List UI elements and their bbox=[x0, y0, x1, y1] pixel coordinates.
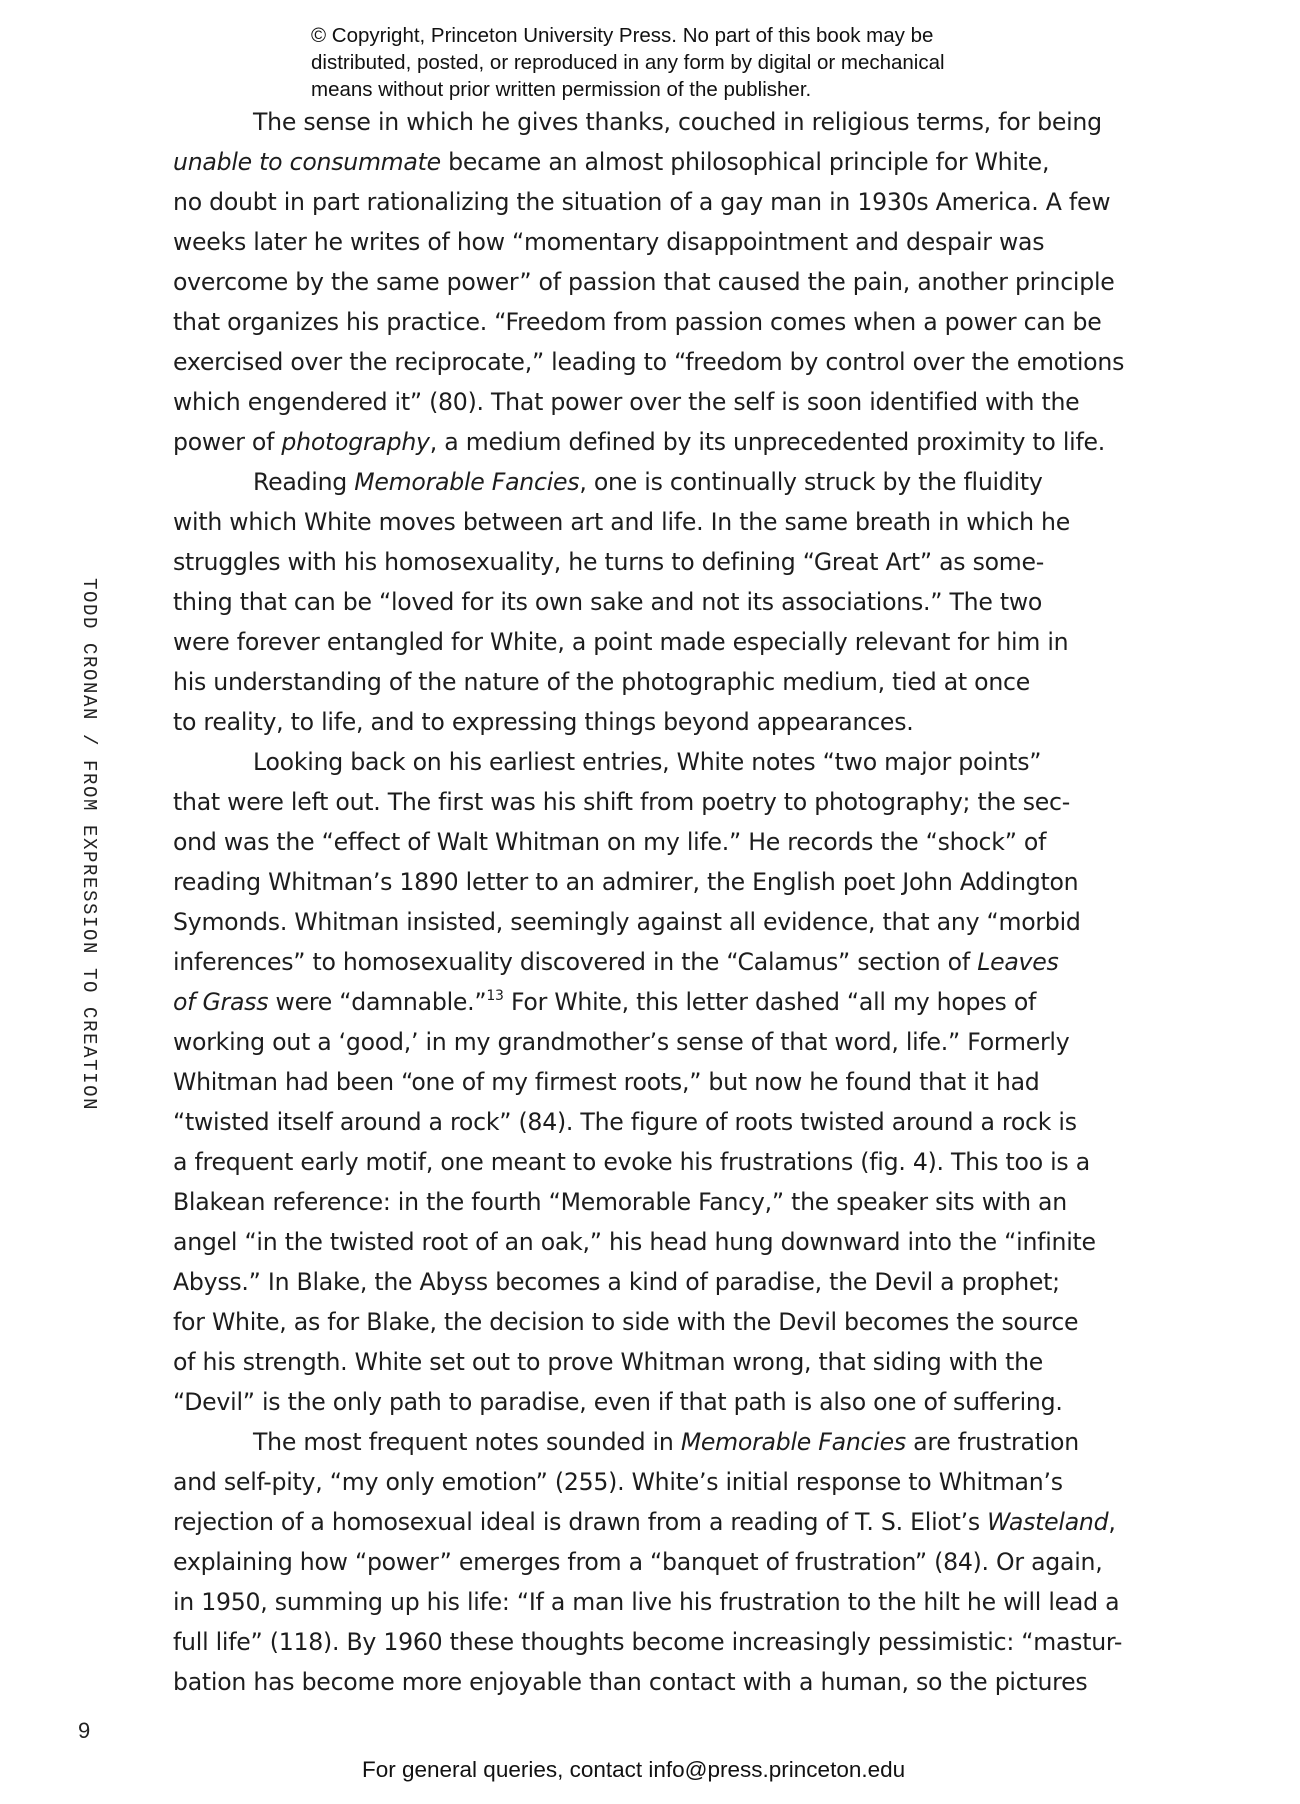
text-line bbox=[173, 1022, 1133, 1062]
text-line bbox=[173, 382, 1133, 422]
text-line bbox=[173, 1462, 1133, 1502]
text-line bbox=[173, 1302, 1133, 1342]
text-segment: angel “in the twisted root of an oak,” his head hung downward into the “infinite bbox=[173, 1228, 1096, 1256]
text-segment: thing that can be “loved for its own sake and not its associations.” The two bbox=[173, 588, 1043, 616]
text-line bbox=[173, 1262, 1133, 1302]
text-segment: a frequent early motif, one meant to evoke his frustrations (fig. 4). This too is a bbox=[173, 1148, 1090, 1176]
text-segment: rejection of a homosexual ideal is drawn from a reading of T. S. Eliot’s bbox=[173, 1508, 988, 1536]
text-segment: , a medium defined by its unprecedented proximity to life. bbox=[429, 428, 1106, 456]
text-segment: weeks later he writes of how “momentary disappointment and despair was bbox=[173, 228, 1045, 256]
copyright-line: means without prior written permission of the publisher. bbox=[311, 78, 812, 101]
text-line bbox=[173, 782, 1133, 822]
text-line bbox=[173, 1102, 1133, 1142]
text-segment: struggles with his homosexuality, he turns to defining “Great Art” as some- bbox=[173, 548, 1045, 576]
text-segment: no doubt in part rationalizing the situation of a gay man in 1930s America. A few bbox=[173, 188, 1111, 216]
text-line bbox=[173, 222, 1133, 262]
text-segment: The sense in which he gives thanks, couched in religious terms, for being bbox=[253, 108, 1102, 136]
text-segment: Memorable Fancies bbox=[680, 1428, 906, 1456]
text-line bbox=[173, 1662, 1133, 1702]
text-segment: to reality, to life, and to expressing things beyond appearances. bbox=[173, 708, 914, 736]
text-segment: photography bbox=[281, 428, 430, 456]
text-line bbox=[173, 862, 1133, 902]
text-line bbox=[173, 1382, 1133, 1422]
body-text bbox=[173, 102, 1133, 1702]
text-line bbox=[173, 1542, 1133, 1582]
text-line bbox=[173, 742, 1133, 782]
footnote-ref: 13 bbox=[486, 988, 504, 1004]
text-line bbox=[173, 422, 1133, 462]
text-segment: that were left out. The first was his shift from poetry to photography; the sec- bbox=[173, 788, 1071, 816]
text-segment: inferences” to homosexuality discovered in the “Calamus” section of bbox=[173, 948, 978, 976]
text-line bbox=[173, 1622, 1133, 1662]
text-segment: unable to consummate bbox=[173, 148, 441, 176]
text-segment: Blakean reference: in the fourth “Memorable Fancy,” the speaker sits with an bbox=[173, 1188, 1067, 1216]
text-line bbox=[173, 182, 1133, 222]
text-line bbox=[173, 942, 1133, 982]
text-segment: explaining how “power” emerges from a “banquet of frustration” (84). Or again, bbox=[173, 1548, 1103, 1576]
text-segment: became an almost philosophical principle for White, bbox=[440, 148, 1050, 176]
text-line bbox=[173, 462, 1133, 502]
text-segment: reading Whitman’s 1890 letter to an admirer, the English poet John Addington bbox=[173, 868, 1079, 896]
text-segment: Reading bbox=[253, 468, 355, 496]
text-line bbox=[173, 702, 1133, 742]
text-line bbox=[173, 262, 1133, 302]
text-segment: overcome by the same power” of passion that caused the pain, another principle bbox=[173, 268, 1115, 296]
text-segment: “Devil” is the only path to paradise, even if that path is also one of suffering. bbox=[173, 1388, 1063, 1416]
text-line bbox=[173, 342, 1133, 382]
text-line bbox=[173, 1222, 1133, 1262]
text-line bbox=[173, 622, 1133, 662]
text-segment: that organizes his practice. “Freedom from passion comes when a power can be bbox=[173, 308, 1102, 336]
text-segment: , bbox=[1108, 1508, 1116, 1536]
text-line bbox=[173, 502, 1133, 542]
text-line bbox=[173, 102, 1133, 142]
text-segment: Leaves bbox=[977, 948, 1059, 976]
copyright-notice bbox=[311, 22, 1031, 103]
text-line bbox=[173, 902, 1133, 942]
text-segment: are frustration bbox=[905, 1428, 1079, 1456]
text-segment: working out a ‘good,’ in my grandmother’s sense of that word, life.” Formerly bbox=[173, 1028, 1070, 1056]
text-line bbox=[173, 582, 1133, 622]
text-segment: Looking back on his earliest entries, White notes “two major points” bbox=[253, 748, 1042, 776]
text-line bbox=[173, 822, 1133, 862]
text-segment: For White, this letter dashed “all my hopes of bbox=[503, 988, 1037, 1016]
text-segment: ond was the “effect of Walt Whitman on my life.” He records the “shock” of bbox=[173, 828, 1047, 856]
text-line bbox=[173, 982, 1133, 1022]
text-line bbox=[173, 1422, 1133, 1462]
text-segment: and self-pity, “my only emotion” (255). White’s initial response to Whitman’s bbox=[173, 1468, 1063, 1496]
text-segment: were “damnable.” bbox=[268, 988, 487, 1016]
text-segment: The most frequent notes sounded in bbox=[253, 1428, 681, 1456]
text-segment: in 1950, summing up his life: “If a man live his frustration to the hilt he will lead a bbox=[173, 1588, 1120, 1616]
text-segment: of Grass bbox=[173, 988, 269, 1016]
text-segment: which engendered it” (80). That power over the self is soon identified with the bbox=[173, 388, 1080, 416]
text-segment: , one is continually struck by the fluidity bbox=[579, 468, 1043, 496]
text-line bbox=[173, 1182, 1133, 1222]
text-segment: his understanding of the nature of the photographic medium, tied at once bbox=[173, 668, 1031, 696]
text-segment: for White, as for Blake, the decision to side with the Devil becomes the source bbox=[173, 1308, 1079, 1336]
text-segment: bation has become more enjoyable than contact with a human, so the pictures bbox=[173, 1668, 1088, 1696]
text-line bbox=[173, 542, 1133, 582]
text-line bbox=[173, 662, 1133, 702]
footer-contact: For general queries, contact info@press.princeton.edu bbox=[362, 1757, 906, 1782]
text-line bbox=[173, 142, 1133, 182]
text-segment: Symonds. Whitman insisted, seemingly against all evidence, that any “morbid bbox=[173, 908, 1081, 936]
text-segment: “twisted itself around a rock” (84). The figure of roots twisted around a rock is bbox=[173, 1108, 1077, 1136]
text-segment: were forever entangled for White, a point made especially relevant for him in bbox=[173, 628, 1069, 656]
text-segment: of his strength. White set out to prove Whitman wrong, that siding with the bbox=[173, 1348, 1044, 1376]
text-segment: Abyss.” In Blake, the Abyss becomes a kind of paradise, the Devil a prophet; bbox=[173, 1268, 1060, 1296]
running-head: TODD CRONAN / FROM EXPRESSION TO CREATION bbox=[78, 578, 100, 1112]
text-line bbox=[173, 1062, 1133, 1102]
page-number: 9 bbox=[78, 1718, 91, 1743]
text-segment: with which White moves between art and life. In the same breath in which he bbox=[173, 508, 1071, 536]
text-segment: Memorable Fancies bbox=[354, 468, 580, 496]
text-segment: power of bbox=[173, 428, 282, 456]
text-line bbox=[173, 1142, 1133, 1182]
text-line bbox=[173, 1582, 1133, 1622]
text-line bbox=[173, 302, 1133, 342]
text-segment: full life” (118). By 1960 these thoughts become increasingly pessimistic: “mastur- bbox=[173, 1628, 1123, 1656]
text-segment: Wasteland bbox=[987, 1508, 1109, 1536]
text-line bbox=[173, 1342, 1133, 1382]
text-segment: exercised over the reciprocate,” leading to “freedom by control over the emotions bbox=[173, 348, 1125, 376]
text-segment: Whitman had been “one of my firmest roots,” but now he found that it had bbox=[173, 1068, 1040, 1096]
copyright-line: © Copyright, Princeton University Press. No part of this book may be bbox=[311, 24, 934, 47]
text-line bbox=[173, 1502, 1133, 1542]
copyright-line: distributed, posted, or reproduced in any form by digital or mechanical bbox=[311, 51, 945, 74]
